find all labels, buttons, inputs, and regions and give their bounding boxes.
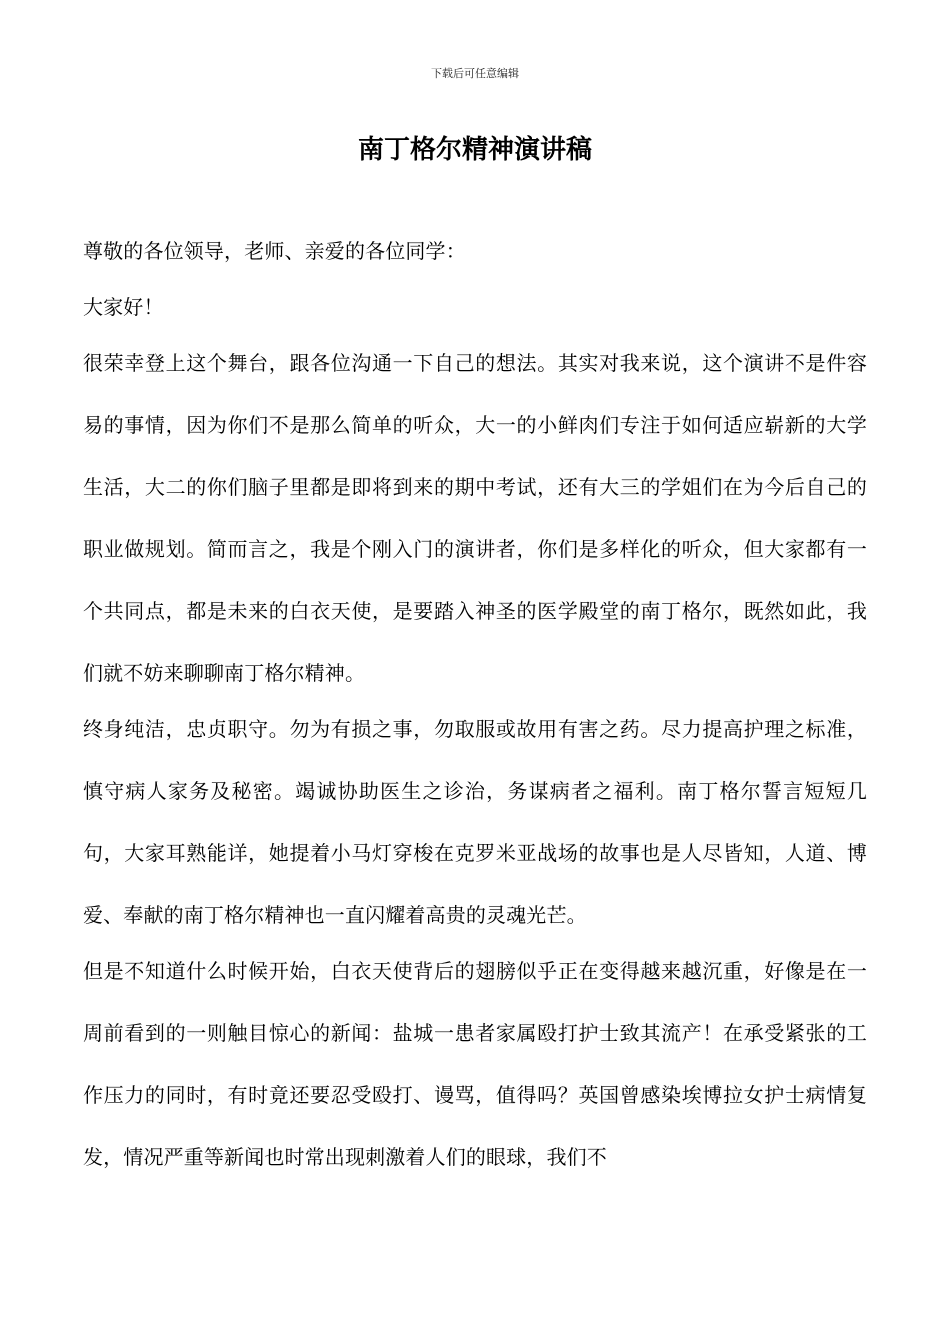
paragraph-news: 但是不知道什么时候开始，白衣天使背后的翅膀似乎正在变得越来越沉重，好像是在一周前看到的一则触目惊心的新闻：盐城一患者家属殴打护士致其流产！在承受紧张的工作压力的同时，有时竟还要忍受殴打、谩骂，值得吗？英国曾感染埃博拉女护士病情复发，情况严重等新闻也时常出现刺激着人们的眼球，我们不	[83, 959, 867, 1169]
paragraph-salutation: 尊敬的各位领导，老师、亲爱的各位同学：	[83, 239, 466, 263]
page-title: 南丁格尔精神演讲稿	[357, 135, 592, 165]
paragraph-intro: 很荣幸登上这个舞台，跟各位沟通一下自己的想法。其实对我来说，这个演讲不是件容易的事情，因为你们不是那么简单的听众，大一的小鲜肉们专注于如何适应崭新的大学生活，大二的你们脑子里都是即将到来的期中考试，还有大三的学姐们在为今后自己的职业做规划。简而言之，我是个刚入门的演讲者，你们是多样化的听众，但大家都有一个共同点，都是未来的白衣天使，是要踏入神圣的医学殿堂的南丁格尔，既然如此，我们就不妨来聊聊南丁格尔精神。	[83, 351, 867, 685]
header-note: 下载后可任意编辑	[431, 67, 519, 80]
paragraph-oath: 终身纯洁，忠贞职守。勿为有损之事，勿取服或故用有害之药。尽力提高护理之标准，慎守病人家务及秘密。竭诚协助医生之诊治，务谋病者之福利。南丁格尔誓言短短几句，大家耳熟能详，她提着小马灯穿梭在克罗米亚战场的故事也是人尽皆知，人道、博爱、奉献的南丁格尔精神也一直闪耀着高贵的灵魂光芒。	[83, 717, 867, 927]
paragraph-greeting: 大家好！	[83, 295, 164, 319]
document-body	[83, 220, 867, 1188]
